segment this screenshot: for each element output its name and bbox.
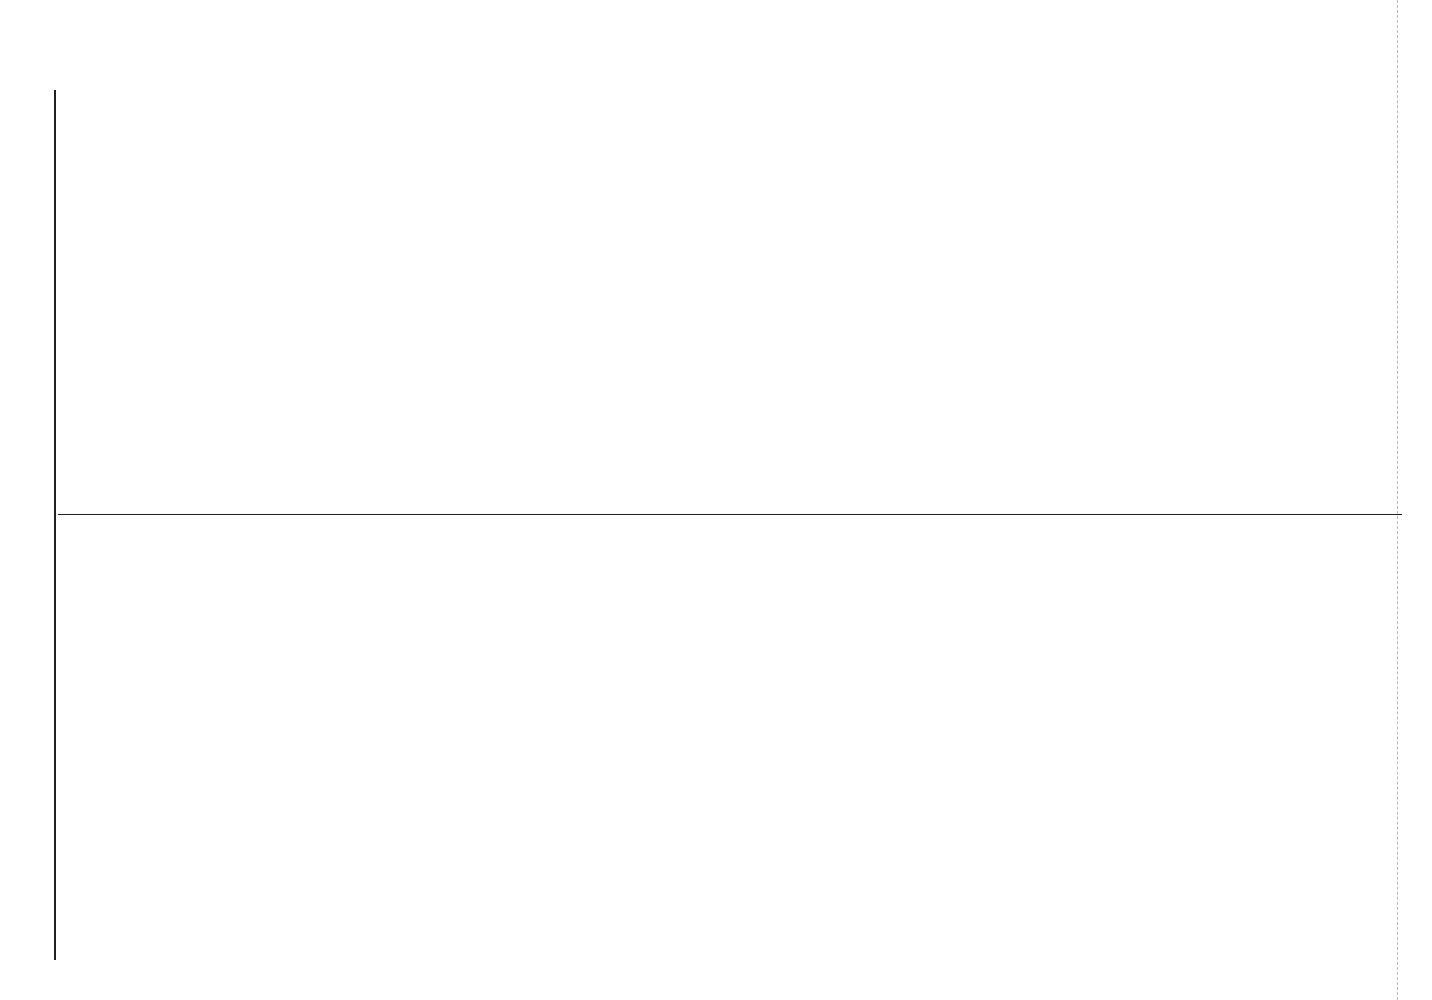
right-column (58, 90, 1402, 500)
scan-edge (1397, 0, 1398, 1000)
running-head (16, 90, 56, 960)
left-column (58, 530, 1402, 960)
column-divider (58, 514, 1402, 515)
digitization-credit (1402, 8, 1424, 992)
